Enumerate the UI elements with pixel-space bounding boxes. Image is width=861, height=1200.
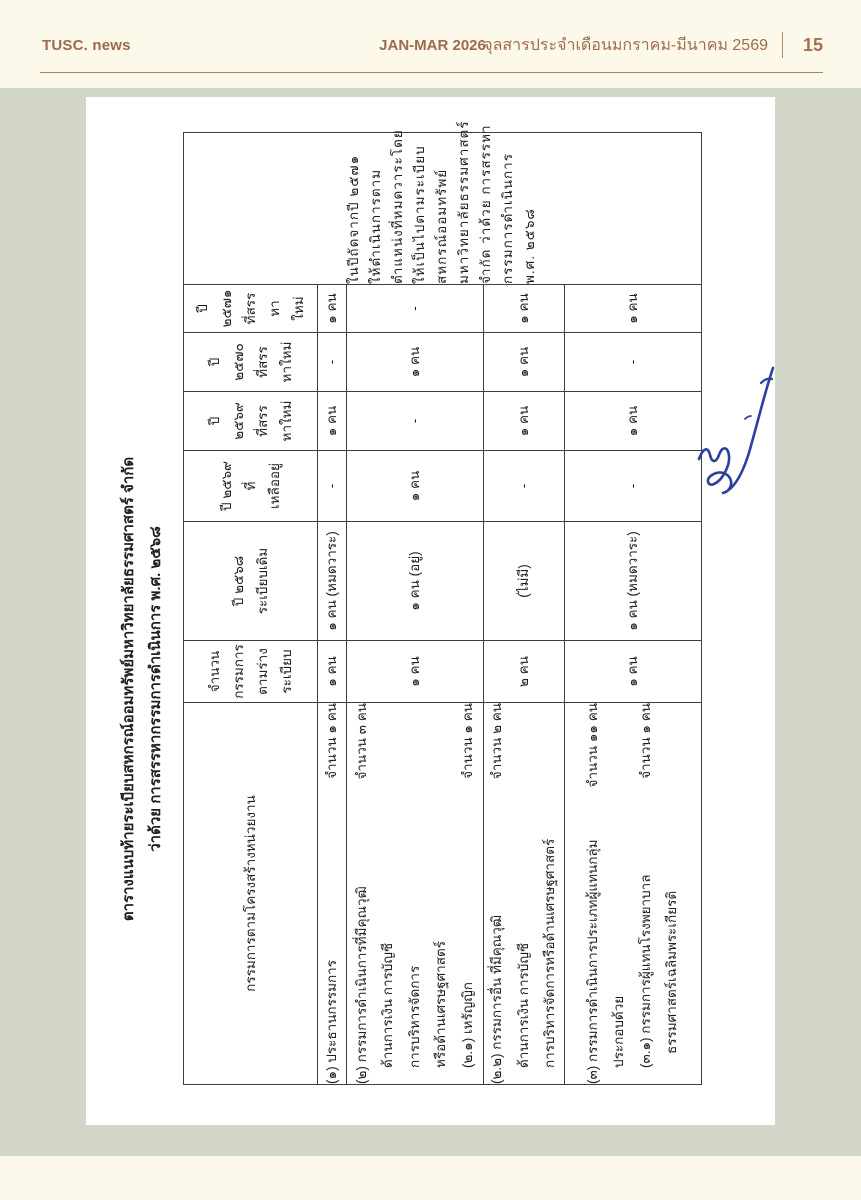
footer-cream-strip — [0, 1156, 861, 1200]
committee-table — [183, 120, 702, 1085]
header-y2569-remaining: ปี ๒๕๖๙ ที่ เหลืออยู่ — [184, 451, 318, 522]
cell-y2570-new: ๑ คน — [347, 333, 484, 392]
cell-y2569-new: ๑ คน — [484, 392, 565, 451]
masthead-row — [42, 30, 823, 60]
cell-y2570-new: ๑ คน — [484, 333, 565, 392]
newsletter-thai-title: จุลสารประจำเดือนมกราคม-มีนาคม 2569 — [483, 36, 768, 54]
cell-count: ๑ คน — [347, 641, 484, 703]
page-number-divider — [782, 32, 783, 58]
cell-y2568: ๑ คน (หมดวาระ) — [318, 522, 347, 641]
cell-y2571-new: ๑ คน — [564, 285, 701, 333]
cell-y2569-remaining: ๑ คน — [347, 451, 484, 522]
document-title-line1: ตารางแนบท้ายระเบียบสหกรณ์ออมทรัพย์มหาวิทยาลัยธรรมศาสตร์ จำกัด — [120, 456, 137, 922]
cell-y2568: ๑ คน (หมดวาระ) — [564, 522, 701, 641]
header-y2571-new: ปี ๒๕๗๑ ที่สรร หา ใหม่ — [184, 285, 318, 333]
header-y2568: ปี ๒๕๖๘ ระเบียบเดิม — [184, 522, 318, 641]
cell-y2569-new: - — [347, 392, 484, 451]
cell-y2569-new: ๑ คน — [564, 392, 701, 451]
cell-y2570-new: - — [318, 333, 347, 392]
header-structure: กรรมการตามโครงสร้างหน่วยงาน — [184, 703, 318, 1085]
masthead-rule — [40, 72, 823, 73]
cell-y2571-new: - — [347, 285, 484, 333]
note-cell: ในปีถัดจากปี ๒๕๗๑ ให้ดำเนินการตาม ตำแหน่งที่หมดวาระโดย ให้เป็นไปตามระเบียบ สหกรณ์ออมทรัพย์ มหาวิทยาลัยธรรมศาสตร์ จำกัด ว่าด้วย การสรรหา กรรมการดำเนินการ พ.ศ. ๒๕๖๘ — [184, 133, 702, 285]
document-title — [115, 213, 169, 1125]
header-y2570-new: ปี ๒๕๗๐ ที่สรร หาใหม่ — [184, 333, 318, 392]
cell-y2569-new: ๑ คน — [318, 392, 347, 451]
cell-y2568: (ไม่มี) — [484, 522, 565, 641]
masthead-right-group — [483, 32, 823, 58]
header-y2569-new: ปี ๒๕๖๙ ที่สรร หาใหม่ — [184, 392, 318, 451]
signature-scribble — [689, 359, 775, 511]
page-number: 15 — [802, 34, 823, 55]
cell-y2569-remaining: - — [318, 451, 347, 522]
issue-date: JAN-MAR 2026 — [379, 36, 486, 54]
cell-count: ๑ คน — [564, 641, 701, 703]
cell-y2570-new: - — [564, 333, 701, 392]
cell-y2569-remaining: - — [564, 451, 701, 522]
cell-y2568: ๑ คน (อยู่) — [347, 522, 484, 641]
rotated-document — [115, 120, 719, 1085]
header-count: จำนวน กรรมการ ตามร่าง ระเบียบ — [184, 641, 318, 703]
table-header-row — [184, 133, 318, 1085]
cell-count: ๑ คน — [318, 641, 347, 703]
row-structure-cell: (๓) กรรมการดำเนินการประเภทผู้แทนกลุ่ม จำนวน ๑๑ คน ประกอบด้วย (๓.๑) กรรมการผู้แทนโรงพยาบาล จำนวน ๑ คน ธรรมศาสตร์เฉลิมพระเกียรติ — [564, 703, 701, 1085]
cell-y2571-new: ๑ คน — [484, 285, 565, 333]
cell-y2569-remaining: - — [484, 451, 565, 522]
scanned-sheet — [86, 97, 775, 1125]
masthead — [0, 0, 861, 88]
row-structure-cell: (๒.๒) กรรมการอื่น ที่มีคุณวุฒิ จำนวน ๒ คน ด้านการเงิน การบัญชี การบริหารจัดการหรือด้านเศรษฐศาสตร์ — [484, 703, 565, 1085]
brand-logo-text: TUSC. news — [42, 36, 131, 54]
document-title-line2: ว่าด้วย การสรรหากรรมการดำเนินการ พ.ศ. ๒๕๖๘ — [147, 526, 164, 852]
cell-count: ๒ คน — [484, 641, 565, 703]
row-structure-cell: (๒) กรรมการดำเนินการที่มีคุณวุฒิ จำนวน ๓ คน ด้านการเงิน การบัญชี การบริหารจัดการ หรือด้านเศรษฐศาสตร์ (๒.๑) เหรัญญิก จำนวน ๑ คน — [347, 703, 484, 1085]
cell-y2571-new: ๑ คน — [318, 285, 347, 333]
row-structure-cell: (๑) ประธานกรรมการ จำนวน ๑ คน — [318, 703, 347, 1085]
